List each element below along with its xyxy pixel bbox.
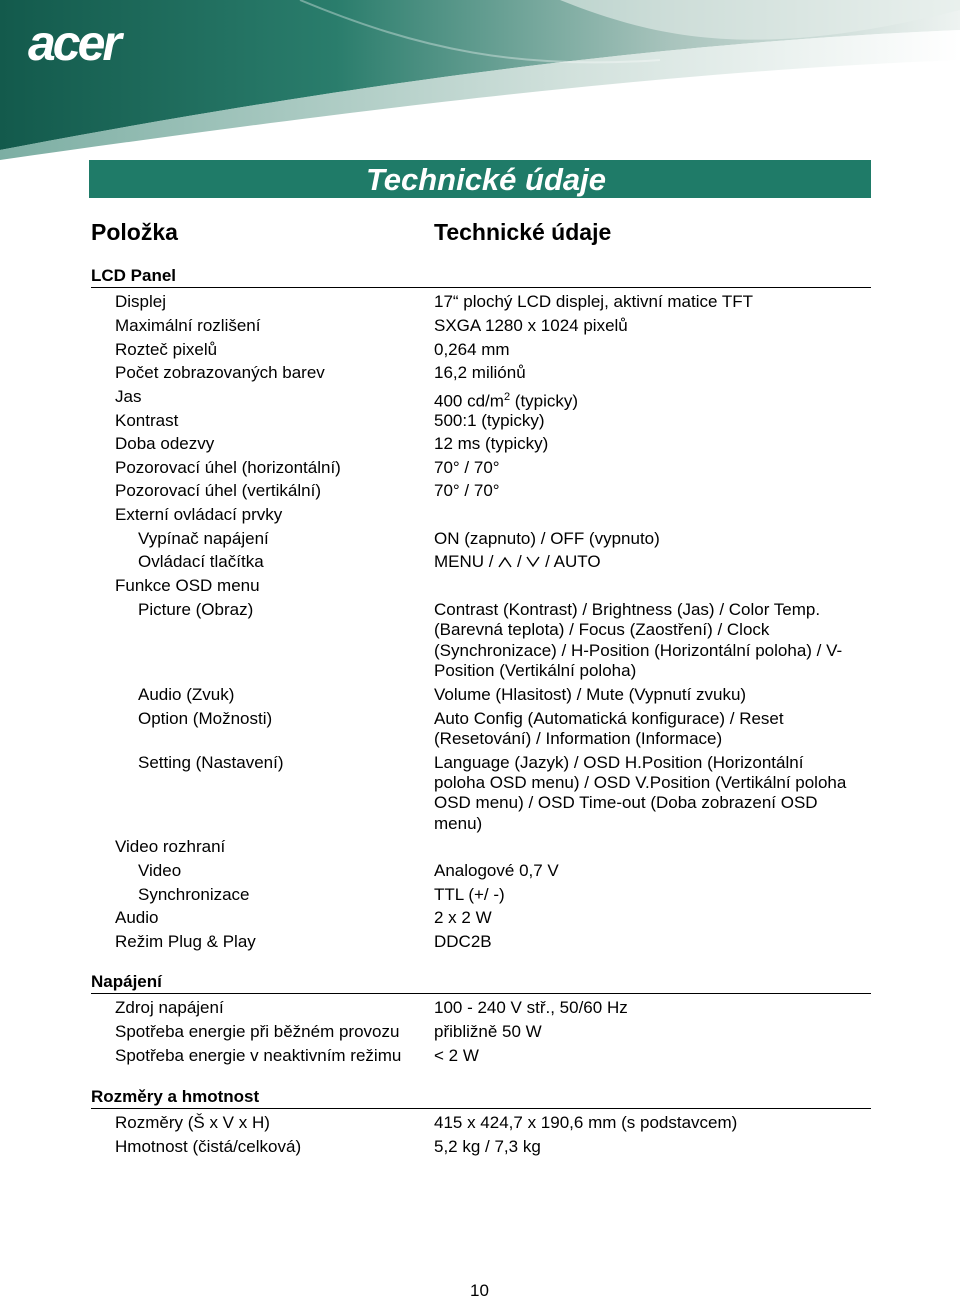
section-rule (91, 1108, 871, 1109)
section-lcd-panel: LCD Panel (91, 266, 177, 285)
spec-group-label: Funkce OSD menu (115, 576, 260, 595)
spec-value-line: (Barevná teplota) / Focus (Zaostření) / Clock (434, 620, 770, 639)
spec-label: Maximální rozlišení (115, 316, 261, 335)
spec-value (434, 552, 874, 573)
spec-value-line: (Resetování) / Information (Informace) (434, 729, 723, 748)
spec-value: 500:1 (typicky) (434, 411, 545, 430)
spec-label: Jas (115, 387, 142, 406)
spec-value: Volume (Hlasitost) / Mute (Vypnutí zvuku) (434, 685, 747, 704)
brightness-suffix: (typicky) (510, 391, 579, 411)
spec-value: 415 x 424,7 x 190,6 mm (s podstavcem) (434, 1113, 738, 1132)
spec-value: DDC2B (434, 932, 492, 951)
chevron-up-icon (498, 556, 512, 568)
spec-label: Synchronizace (138, 885, 250, 904)
section-power: Napájení (91, 972, 162, 991)
spec-value-line: OSD menu) / OSD Time-out (Doba zobrazení OSD (434, 793, 818, 812)
spec-value: 5,2 kg / 7,3 kg (434, 1137, 541, 1156)
spec-label: Setting (Nastavení) (138, 753, 284, 772)
spec-group-label: Video rozhraní (115, 837, 226, 856)
spec-value: 17“ plochý LCD displej, aktivní matice TFT (434, 292, 754, 311)
spec-value: 70° / 70° (434, 481, 500, 500)
spec-group-label: Externí ovládací prvky (115, 505, 283, 524)
column-header-item: Položka (91, 219, 178, 245)
spec-value: Analogové 0,7 V (434, 861, 559, 880)
spec-label: Kontrast (115, 411, 179, 430)
spec-value: 12 ms (typicky) (434, 434, 549, 453)
spec-value: ON (zapnuto) / OFF (vypnuto) (434, 529, 660, 548)
chevron-down-icon (526, 556, 540, 568)
spec-value: 70° / 70° (434, 458, 500, 477)
spec-label: Doba odezvy (115, 434, 215, 453)
spec-label: Option (Možnosti) (138, 709, 273, 728)
spec-label: Displej (115, 292, 167, 311)
spec-value: 100 - 240 V stř., 50/60 Hz (434, 998, 628, 1017)
spec-label: Režim Plug & Play (115, 932, 256, 951)
spec-value: 0,264 mm (434, 340, 510, 359)
spec-value-line: menu) (434, 814, 483, 833)
spec-label: Ovládací tlačítka (138, 552, 264, 571)
menu-text: MENU / (434, 552, 499, 571)
spec-value: < 2 W (434, 1046, 479, 1065)
section-dimensions: Rozměry a hmotnost (91, 1087, 260, 1106)
separator-text: / (512, 552, 527, 571)
spec-label: Počet zobrazovaných barev (115, 363, 325, 382)
spec-label: Spotřeba energie v neaktivním režimu (115, 1046, 402, 1065)
superscript: 2 (503, 391, 511, 403)
spec-label: Pozorovací úhel (horizontální) (115, 458, 341, 477)
spec-label: Pozorovací úhel (vertikální) (115, 481, 321, 500)
spec-value-line: Auto Config (Automatická konfigurace) / Reset (434, 709, 784, 728)
spec-value: 16,2 miliónů (434, 363, 526, 382)
spec-value-line: (Synchronizace) / H-Position (Horizontální poloha) / V- (434, 641, 843, 660)
spec-label: Rozměry (Š x V x H) (115, 1113, 270, 1132)
page-number: 10 (470, 1281, 489, 1300)
section-rule (91, 993, 871, 994)
brightness-value: 400 cd/m (434, 391, 504, 411)
spec-label: Audio (115, 908, 159, 927)
spec-label: Zdroj napájení (115, 998, 224, 1017)
spec-label: Rozteč pixelů (115, 340, 218, 359)
spec-label: Hmotnost (čistá/celková) (115, 1137, 302, 1156)
spec-value-line: Position (Vertikální poloha) (434, 661, 637, 680)
banner-graphic (0, 0, 960, 160)
spec-label: Audio (Zvuk) (138, 685, 235, 704)
spec-value-line: Contrast (Kontrast) / Brightness (Jas) / Color Temp. (434, 600, 821, 619)
spec-value: 2 x 2 W (434, 908, 492, 927)
section-rule (91, 287, 871, 288)
spec-value: TTL (+/ -) (434, 885, 505, 904)
spec-label: Video (138, 861, 182, 880)
spec-value: SXGA 1280 x 1024 pixelů (434, 316, 628, 335)
title-bar (89, 160, 871, 198)
spec-value-line: Language (Jazyk) / OSD H.Position (Horizontální (434, 753, 804, 772)
header-banner (0, 0, 960, 160)
spec-value-line: poloha OSD menu) / OSD V.Position (Vertikální poloha (434, 773, 847, 792)
page-title: Technické údaje (365, 162, 606, 197)
acer-logo: acer (28, 15, 119, 71)
auto-text: / AUTO (540, 552, 601, 571)
spec-value: přibližně 50 W (434, 1022, 542, 1041)
spec-value (434, 387, 874, 412)
spec-label: Spotřeba energie při běžném provozu (115, 1022, 400, 1041)
spec-label: Vypínač napájení (138, 529, 269, 548)
spec-label: Picture (Obraz) (138, 600, 254, 619)
column-header-spec: Technické údaje (434, 219, 612, 245)
